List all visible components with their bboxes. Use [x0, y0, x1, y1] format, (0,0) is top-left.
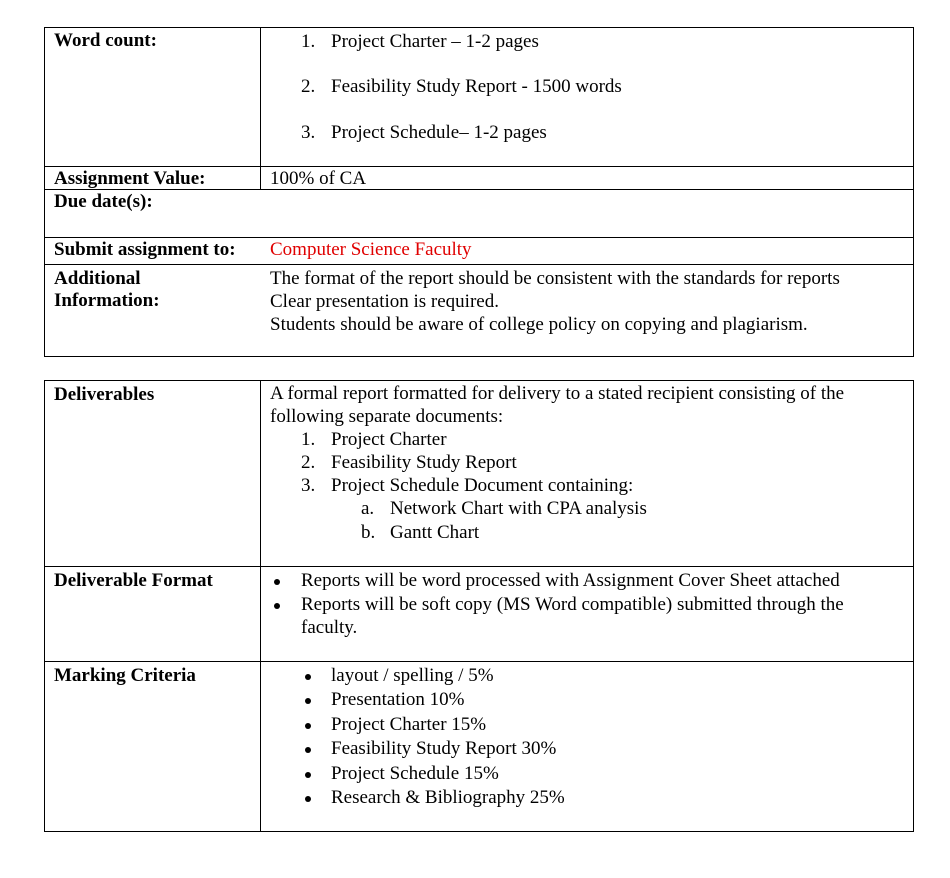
word-count-label: Word count:	[54, 30, 157, 51]
intro-line: A formal report formatted for delivery to a stated recipient consisting of the	[270, 383, 845, 404]
additional-info-row	[45, 264, 913, 358]
list-number: 3.	[301, 475, 316, 496]
bullet-icon	[305, 674, 311, 680]
deliverable-subitem-a	[361, 497, 647, 520]
format-bullet-2	[301, 593, 844, 639]
deliverables-label: Deliverables	[54, 384, 155, 405]
deliverable-subitem-b	[361, 521, 480, 544]
list-text: Project Schedule– 1-2 pages	[331, 122, 547, 143]
deliverables-table	[44, 380, 914, 832]
assignment-info-table	[44, 27, 914, 357]
bullet-text: Reports will be soft copy (MS Word compatible) submitted through the	[301, 594, 844, 615]
marking-criteria-row	[45, 661, 913, 833]
bullet-icon	[305, 698, 311, 704]
submit-to-value: Computer Science Faculty	[270, 239, 472, 260]
bullet-text: Reports will be word processed with Assignment Cover Sheet attached	[301, 570, 840, 591]
word-count-row	[45, 28, 913, 167]
list-number: 2.	[301, 452, 316, 473]
bullet-icon	[305, 772, 311, 778]
list-number: 1.	[301, 31, 316, 52]
list-number: 3.	[301, 122, 316, 143]
list-text: Gantt Chart	[390, 522, 480, 543]
bullet-icon	[305, 796, 311, 802]
criteria-item: Project Schedule 15%	[331, 762, 499, 784]
assignment-value-row	[45, 166, 913, 189]
list-text: Network Chart with CPA analysis	[390, 498, 647, 519]
word-count-item-2	[301, 75, 622, 98]
word-count-item-3	[301, 121, 547, 144]
list-letter: a.	[361, 498, 375, 519]
bullet-icon	[274, 579, 280, 585]
deliverable-item-3	[301, 474, 634, 497]
criteria-item: layout / spelling / 5%	[331, 665, 494, 686]
deliverable-format-label: Deliverable Format	[54, 570, 213, 591]
criteria-item: Feasibility Study Report 30%	[331, 738, 557, 760]
bullet-text: faculty.	[301, 617, 358, 638]
additional-info-label	[54, 268, 160, 312]
word-count-item-1	[301, 30, 539, 53]
info-line: Students should be aware of college policy on copying and plagiarism.	[270, 314, 808, 335]
label-line: Information:	[54, 290, 160, 311]
deliverables-row	[45, 381, 913, 566]
assignment-value: 100% of CA	[270, 168, 367, 189]
label-line: Additional	[54, 268, 141, 289]
submit-to-row	[45, 237, 913, 264]
submit-to-label: Submit assignment to:	[54, 239, 236, 260]
deliverables-intro	[270, 382, 844, 428]
bullet-icon	[305, 747, 311, 753]
list-text: Project Charter	[331, 429, 447, 450]
bullet-icon	[305, 723, 311, 729]
deliverable-item-2	[301, 451, 517, 474]
list-text: Feasibility Study Report	[331, 452, 517, 473]
assignment-value-label: Assignment Value:	[54, 168, 206, 189]
bullet-icon	[274, 603, 280, 609]
info-line: Clear presentation is required.	[270, 291, 499, 312]
criteria-item: Project Charter 15%	[331, 713, 487, 735]
criteria-item: Presentation 10%	[331, 689, 465, 711]
deliverable-format-row	[45, 566, 913, 662]
list-number: 1.	[301, 429, 316, 450]
intro-line: following separate documents:	[270, 406, 504, 427]
info-line: The format of the report should be consistent with the standards for reports	[270, 268, 840, 289]
format-bullet-1	[301, 569, 840, 592]
list-text: Feasibility Study Report - 1500 words	[331, 76, 622, 97]
list-text: Project Charter – 1-2 pages	[331, 31, 539, 52]
due-dates-label: Due date(s):	[54, 191, 153, 212]
additional-info-text	[270, 267, 840, 336]
deliverable-item-1	[301, 428, 447, 451]
due-dates-row	[45, 189, 913, 237]
criteria-item: Research & Bibliography 25%	[331, 787, 565, 808]
list-letter: b.	[361, 522, 376, 543]
marking-criteria-label: Marking Criteria	[54, 665, 196, 686]
list-number: 2.	[301, 76, 316, 97]
list-text: Project Schedule Document containing:	[331, 475, 634, 496]
